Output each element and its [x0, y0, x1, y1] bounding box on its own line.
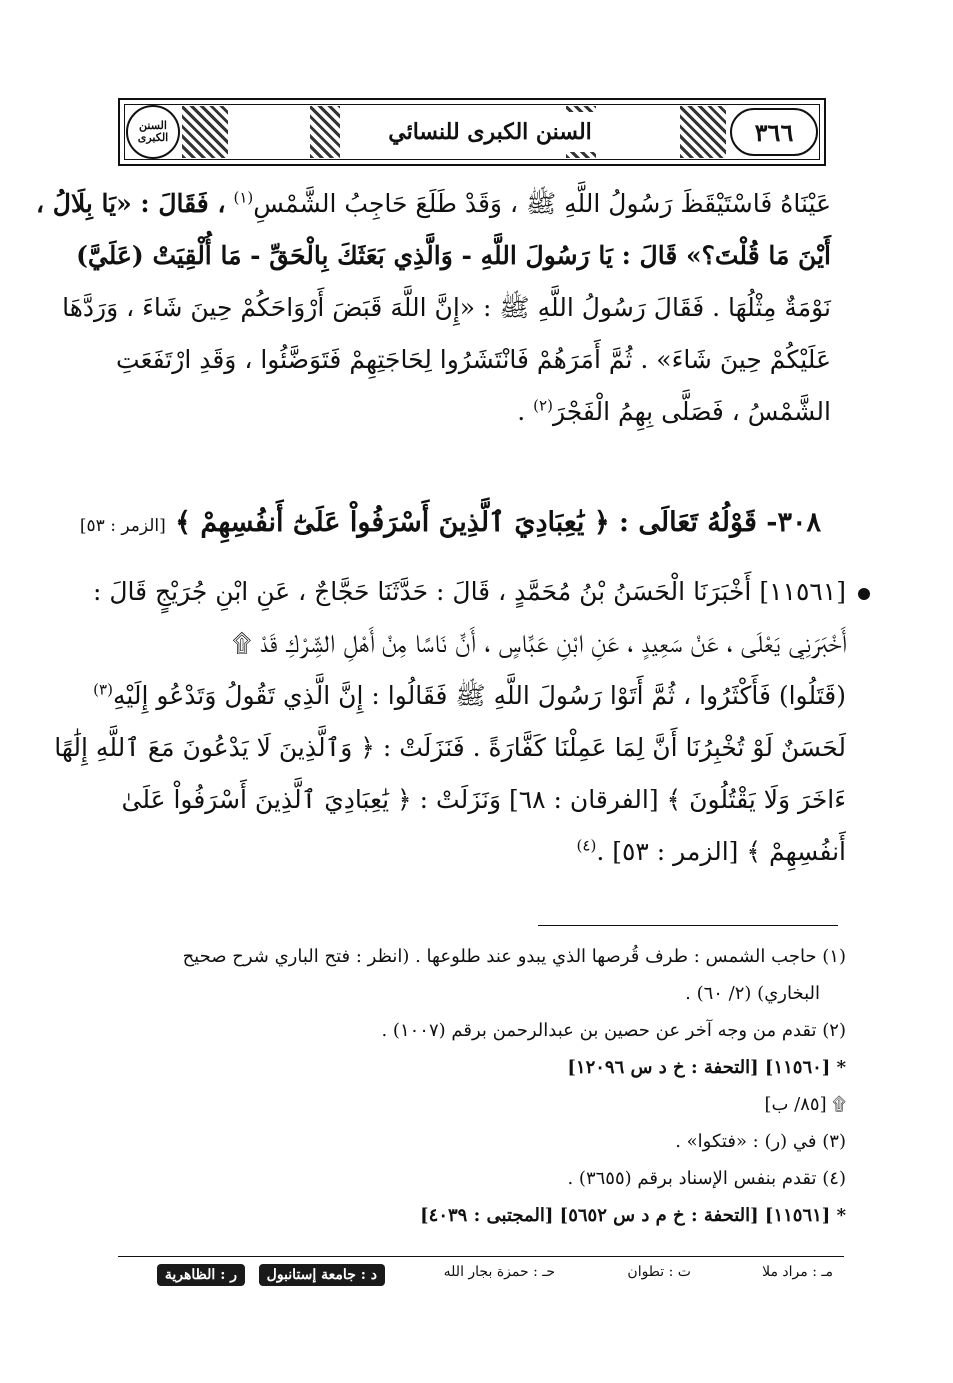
text-line: [36, 178, 831, 230]
text-line: لَحَسَنٌ لَوْ تُخْبِرُنَا أَنَّ لِمَا عَمِلْنَا كَفَّارَةً . فَنَزَلَتْ : ﴿ وَٱلَّذِينَ لَا يَدْعُونَ مَعَ ٱللَّهِ إِلَٰهًا: [54, 733, 846, 762]
text-line-content: أَنفُسِهِمْ ﴾ [الزمر : ٥٣] .: [596, 837, 846, 866]
footnote: (١) حاجب الشمس : طرف قُرصها الذي يبدو عند طلوعها . (انظر : فتح الباري شرح صحيح: [182, 946, 846, 967]
ornament-pattern: [680, 106, 726, 158]
book-logo-medallion: [126, 105, 180, 159]
running-title-text: السنن الكبرى للنسائي: [388, 119, 592, 145]
quran-reference: [الزمر : ٥٣]: [79, 516, 166, 536]
footnote-marker: (١): [233, 188, 254, 207]
footnote: (٢) تقدم من وجه آخر عن حصين بن عبدالرحمن برقم (١٠٠٧) .: [381, 1020, 846, 1041]
text-line: أَخْبَرَنِي يَعْلَى ، عَنْ سَعِيدٍ ، عَنِ ابْنِ عَبَّاسٍ ، أَنَّ نَاسًا مِنْ أَهْلِ الشِّرْكِ قَدْ ۩: [232, 629, 846, 658]
footnote: (٣) في (ر) : «فتكوا» .: [675, 1131, 846, 1152]
text-line: نَوْمَةٌ مِثْلُهَا . فَقَالَ رَسُولُ اللَّهِ ﷺ : «إِنَّ اللَّهَ قَبَضَ أَرْوَاحَكُمْ حِينَ شَاءَ ، وَرَدَّهَا: [62, 293, 831, 322]
footnote-marker: (٣): [93, 680, 113, 699]
running-title: [380, 112, 600, 152]
text-line-content: الشَّمْسُ ، فَصَلَّى بِهِمُ الْفَجْرَ: [552, 397, 831, 426]
section-heading: [79, 493, 821, 553]
page-number: ٣٦٦: [754, 117, 794, 147]
takhrij-note: * [١١٥٦٠] [التحفة : خ د س ١٢٠٩٦]: [567, 1057, 846, 1078]
text-line: أَيْنَ مَا قُلْتَ؟» قَالَ : يَا رَسُولَ اللَّهِ - وَالَّذِي بَعَثَكَ بِالْحَقِّ - مَا أُلْقِيَتْ (عَلَيَّ): [76, 241, 831, 270]
text-line-tail: ، فَقَالَ : «يَا بِلَالُ ،: [36, 189, 226, 218]
siglum-m: مـ : مراد ملا: [762, 1264, 833, 1280]
section-heading-text: ٣٠٨- قَوْلُهُ تَعَالَى : ﴿ يَٰعِبَادِيَ ٱلَّذِينَ أَسْرَفُواْ عَلَىٰٓ أَنفُسِهِمْ ﴾: [175, 507, 821, 538]
siglum-d: د : جامعة إستانبول: [259, 1264, 385, 1286]
text-line-content: (قَتَلُوا) فَأَكْثَرُوا ، ثُمَّ أَتَوْا رَسُولَ اللَّهِ ﷺ فَقَالُوا : إِنَّ الَّذِي تَقُولُ وَتَدْعُو إِلَيْهِ: [112, 681, 846, 710]
siglum-r: ر : الظاهرية: [157, 1264, 245, 1286]
footnote-marker: (٢): [533, 396, 553, 415]
footnote-continuation: البخاري) (٢/ ٦٠) .: [685, 983, 820, 1004]
hadith-paragraph: [54, 566, 846, 878]
takhrij-note: * [١١٥٦١] [التحفة : خ م د س ٥٦٥٢] [المجتبى : ٤٠٣٩]: [420, 1205, 846, 1226]
text-line: عَلَيْكُمْ حِينَ شَاءَ» . ثُمَّ أَمَرَهُمْ فَانْتَشَرُوا لِحَاجَتِهِمْ فَتَوَضَّئُوا ، وَقَدِ ارْتَفَعَتِ: [116, 345, 831, 374]
page-number-box: [730, 108, 818, 156]
text-line: [118, 826, 846, 878]
bullet-icon: [858, 588, 870, 600]
footnote-separator: [538, 925, 838, 926]
footnote: (٤) تقدم بنفس الإسناد برقم (٣٦٥٥) .: [567, 1168, 846, 1189]
bottom-separator: [118, 1256, 844, 1257]
body-text: [36, 178, 831, 438]
footnotes: [118, 938, 846, 1234]
text-line: [93, 670, 846, 722]
text-line-content: عَيْنَاهُ فَاسْتَيْقَظَ رَسُولُ اللَّهِ ﷺ ، وَقَدْ طَلَعَ حَاجِبُ الشَّمْسِ: [253, 189, 831, 218]
ornament-pattern: [310, 106, 340, 158]
text-line: الشَّمْسُ ، فَصَلَّى بِهِمُ الْفَجْرَ$^{(٢)}$ .: [517, 396, 831, 426]
manuscript-folio-note: ۩ [٨٥/ ب]: [764, 1094, 846, 1115]
logo-text: السنن الكبرى: [137, 119, 169, 144]
header-banner: [118, 98, 826, 166]
text-line: [١١٥٦١] أَخْبَرَنَا الْحَسَنُ بْنُ مُحَمَّدٍ ، قَالَ : حَدَّثَنَا حَجَّاجٌ ، عَنِ ابْنِ جُرَيْجٍ قَالَ :: [92, 577, 846, 606]
ornament-pattern: [182, 106, 228, 158]
siglum-t: ت : تطوان: [627, 1264, 691, 1280]
footnote-marker: (٤): [576, 836, 597, 855]
siglum-h: حـ : حمزة بجار الله: [443, 1264, 555, 1280]
text-line: ءَاخَرَ وَلَا يَقْتُلُونَ ﴾ [الفرقان : ٦٨] وَنَزَلَتْ : ﴿ يَٰعِبَادِيَ ٱلَّذِينَ أَسْرَفُواْ عَلَىٰ: [121, 785, 846, 814]
